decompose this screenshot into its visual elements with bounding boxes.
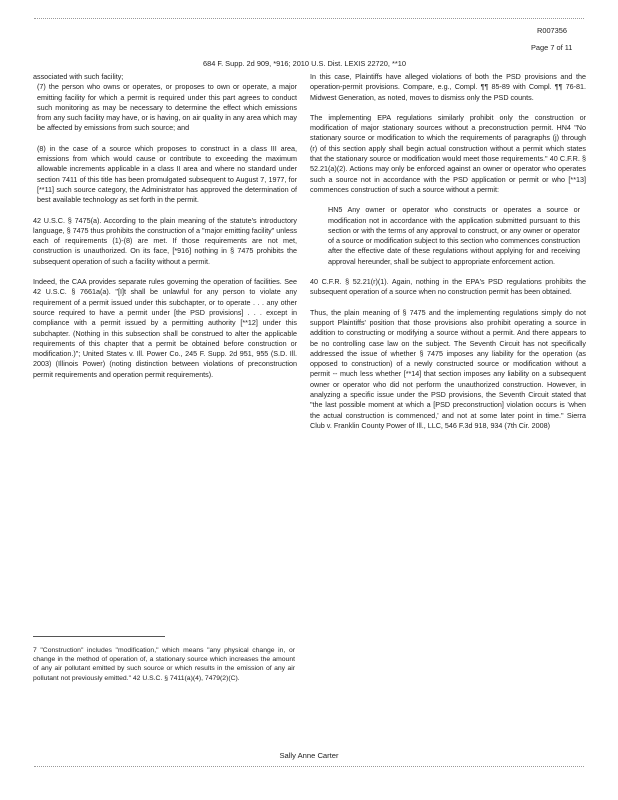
citation-header: 684 F. Supp. 2d 909, *916; 2010 U.S. Dist. LEXIS 22720, **10 (203, 59, 406, 68)
right-column (310, 72, 586, 431)
document-id: R007356 (537, 26, 567, 35)
footer-name: Sally Anne Carter (279, 751, 339, 760)
left-paragraph: associated with such facility; (33, 72, 124, 81)
left-paragraph: 42 U.S.C. § 7475(a). According to the plain meaning of the statute's introductory language, § 7475 thus prohibits the construction of a "major emitting facility" unless each of requirements (1)-(8) are met. If those requirements are not met, construction is unauthorized. On its face, [*916] nothing in § 7475 prohibits the subsequent operation of such a facility without a permit. (33, 215, 298, 266)
right-paragraph: The implementing EPA regulations similarly prohibit only the construction or modification of major stationary sources without a preconstruction permit. HN4 "No stationary source or modification to which the requirements of paragraphs (j) through (r) of this section apply shall begin actual construction without a permit which states that the stationary source or modification would meet those requirements." 40 C.F.R. § 52.21(a)(2). Actions may only be enforced against an owner or operator who operates such a source not in accordance with the PSD application or permit or who [**13] commences construction of such a source without a permit: (310, 112, 586, 194)
block-quote: HN5 Any owner or operator who constructs or operates a source or modification not in accordance with the application submitted pursuant to this section or with the terms of any approval to construct, or any owner or operator of a source or modification subject to this section who commences construction after the effective date of these regulations without applying for and receiving approval hereunder, shall be subject to appropriate enforcement action. (328, 205, 580, 266)
page-number: Page 7 of 11 (531, 43, 573, 52)
left-paragraph: (8) in the case of a source which proposes to construct in a class III area, emissions from which would cause or contribute to exceeding the maximum allowable increments applicable in a class II area and where no standard under section 7411 of this title has been promulgated subsequent to August 7, 1977, for [**11] such source category, the Administrator has approved the determination of best available technology as set forth in the permit. (37, 143, 297, 205)
footnote-rule (33, 636, 165, 637)
right-paragraph: 40 C.F.R. § 52.21(r)(1). Again, nothing in the EPA's PSD regulations prohibits the subsequent operation of a source when no construction permit has been obtained. (310, 277, 586, 297)
footnote: 7 "Construction" includes "modification," which means "any physical change in, or change in the method of operation of, a stationary source which increases the amount of any air pollutant emitted by such source or which results in the emission of any air pollutant not previously emitted." 42 U.S.C. § 7411(a)(4), 7479(2)(C). (33, 647, 295, 682)
left-paragraph: Indeed, the CAA provides separate rules governing the operation of facilities. See 42 U.S.C. § 7661a(a). "[I]t shall be unlawful for any person to violate any requirement of a permit issued under this subchapter, or to operate . . . any other source required to have a permit under [the PSD provisions] . . . except in compliance with a permit issued by a permitting authority [**12] under this subchapter. (Nothing in this subsection shall be construed to alter the applicable requirements of this chapter that a permit be obtained before construction or modification.)"; United States v. Ill. Power Co., 245 F. Supp. 2d 951, 955 (S.D. Ill. 2003) (Illinois Power) (noting distinction between violations of preconstruction permit requirements and operation permit requirements). (33, 277, 297, 379)
left-column (33, 72, 297, 380)
left-paragraph: (7) the person who owns or operates, or proposes to own or operate, a major emitting facility for which a permit is required under this part agrees to conduct such monitoring as may be necessary to determine the effect which emissions from any such facility may have, or is having, on air quality in any area which may be affected by emissions from such source; and (37, 82, 297, 133)
right-paragraph: Thus, the plain meaning of § 7475 and the implementing regulations simply do not support Plaintiffs' position that those provisions also prohibit operating a source in addition to constructing or modifying a source without a permit. And there appears to be no controlling case law on the subject. The Seventh Circuit has not specifically addressed the issue of whether § 7475 imposes any liability for the operation (as opposed to construction) of a newly constructed source or modification without a permit -- much less whether [**14] that section imposes any liability on a subsequent owner or operator who did not perform the unauthorized construction. However, in analyzing a specific issue under the PSD provisions, the Seventh Circuit stated that "the last possible moment at which a [PSD preconstruction] violation occurs is 'when the actual construction is commenced,' and not at some later point in time." Sierra Club v. Franklin County Power of Ill., LLC, 546 F.3d 918, 934 (7th Cir. 2008) (310, 307, 586, 430)
right-paragraph: In this case, Plaintiffs have alleged violations of both the PSD provisions and the operation-permit provisions. Compare, e.g., Compl. ¶¶ 85-89 with Compl. ¶¶ 76-81. Midwest Generation, as noted, moves to dismiss only the PSD counts. (310, 72, 586, 102)
footer-dotted-rule (34, 766, 584, 767)
header-dotted-rule (34, 18, 584, 19)
